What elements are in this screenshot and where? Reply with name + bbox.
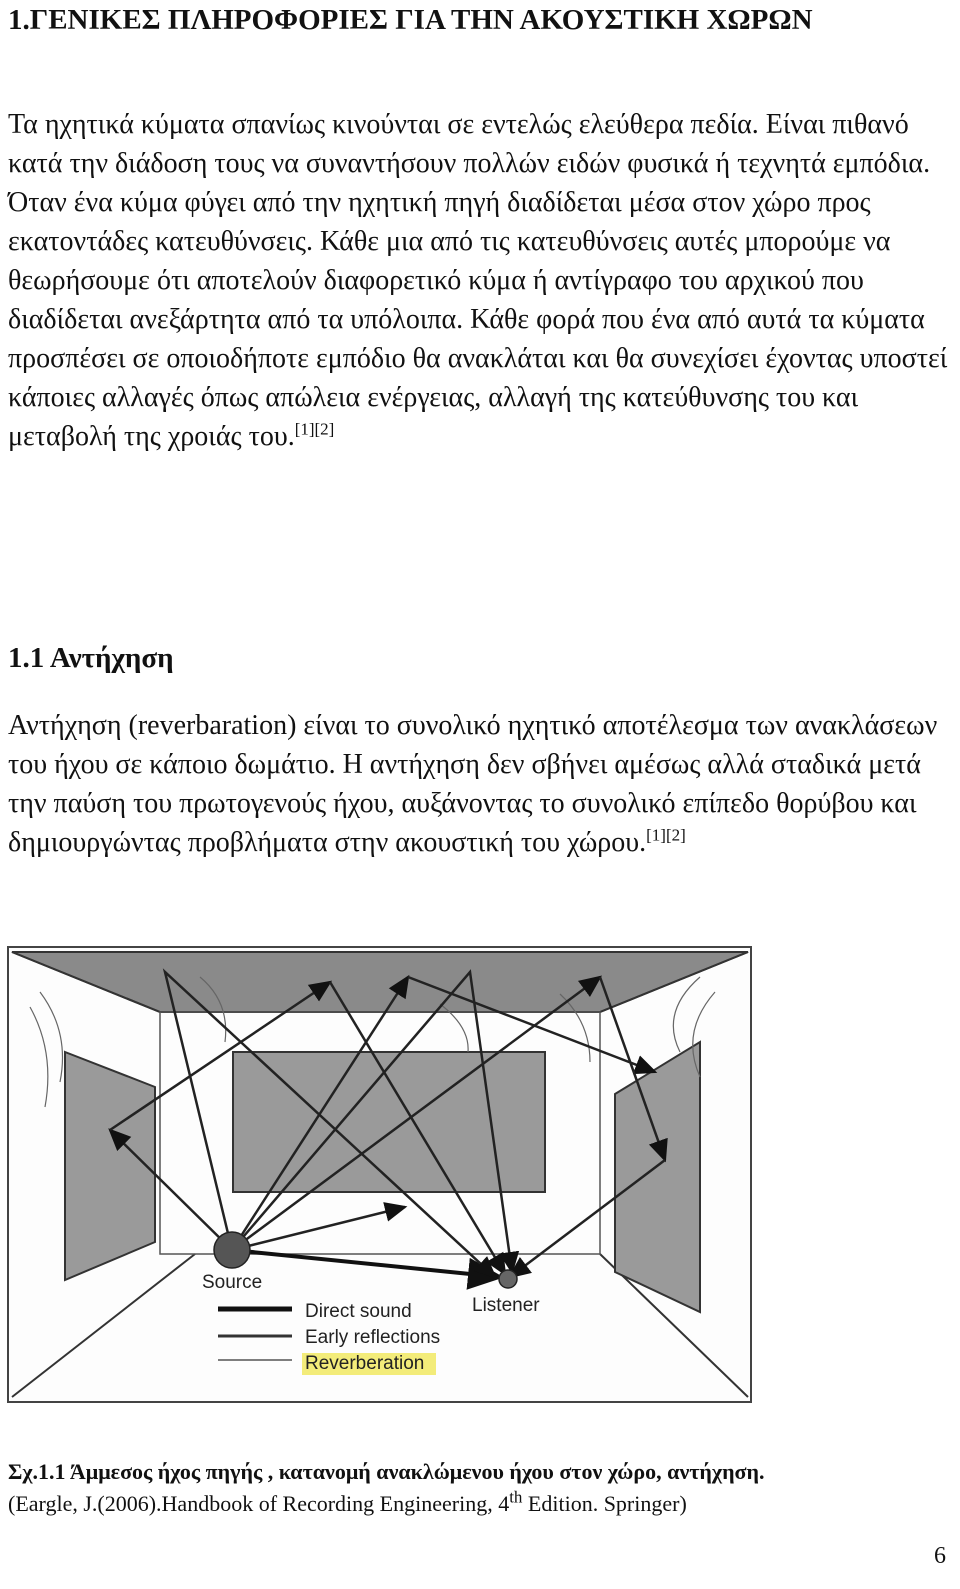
figure-caption <box>8 1456 958 1520</box>
section-heading: 1.ΓΕΝΙΚΕΣ ΠΛΗΡΟΦΟΡΙΕΣ ΓΙΑ ΤΗΝ ΑΚΟΥΣΤΙΚΗ ΧΩΡΩΝ <box>8 4 813 36</box>
legend-direct-label: Direct sound <box>305 1301 412 1322</box>
subsection-heading: 1.1 Αντήχηση <box>8 642 174 674</box>
legend-reverb-label: Reverberation <box>305 1353 425 1374</box>
legend-early-label: Early reflections <box>305 1327 441 1348</box>
left-wall-panel <box>65 1052 155 1280</box>
source-label: Source <box>202 1272 263 1293</box>
caption-citation: (Eargle, J.(2006).Handbook of Recording Engineering, 4 <box>8 1491 510 1516</box>
source-point <box>214 1232 250 1268</box>
listener-label: Listener <box>472 1295 540 1316</box>
reverb-paragraph-text: Αντήχηση (reverbaration) είναι το συνολικό ηχητικό αποτέλεσμα των ανακλάσεων του ήχου σε κάποιο δωμάτιο. Η αντήχηση δεν σβήνει αμέσως αλλά σταδικά μετά την παύση του πρωτογενούς ήχου, αυξάνοντας το συνολικό επίπεδο θορύβου και δημιουργώντας προβλήματα στην ακουστική του χώρου. <box>8 710 938 858</box>
reference-marker: [1][2] <box>294 419 335 439</box>
intro-paragraph-text: Τα ηχητικά κύματα σπανίως κινούνται σε εντελώς ελεύθερα πεδία. Είναι πιθανό κατά την διάδοση τους να συναντήσουν πολλών ειδών φυσικά ή τεχνητά εμπόδια. Όταν ένα κύμα φύγει από την ηχητική πηγή διαδίδεται μέσα στον χώρο προς εκατοντάδες κατευθύνσεις. Κάθε μια από τις κατευθύνσεις αυτές μπορούμε να θεωρήσουμε ότι αποτελούν διαφορετικό κύμα ή αντίγραφο του αρχικού που διαδίδεται ανεξάρτητα από τα υπόλοιπα. Κάθε φορά που ένα από αυτά τα κύματα προσπέσει σε οποιοδήποτε εμπόδιο θα ανακλάται και θα συνεχίσει έχοντας υποστεί κάποιες αλλαγές όπως απώλεια ενέργειας, αλλαγή της κατεύθυνσης του και μεταβολή της χροιάς του. <box>8 109 948 452</box>
room-diagram <box>0 932 960 1412</box>
caption-title: Σχ.1.1 Άμμεσος ήχος πηγής , κατανομή ανακλώμενου ήχου στον χώρο, αντήχηση. <box>8 1459 765 1484</box>
caption-citation-sup: th <box>509 1487 523 1507</box>
reverb-paragraph <box>8 706 948 862</box>
listener-point <box>499 1270 517 1288</box>
room-acoustics-figure <box>0 932 960 1412</box>
intro-paragraph <box>8 105 948 456</box>
page-number: 6 <box>934 1543 946 1569</box>
caption-citation-end: Edition. Springer) <box>522 1491 687 1516</box>
reference-marker: [1][2] <box>646 825 686 845</box>
